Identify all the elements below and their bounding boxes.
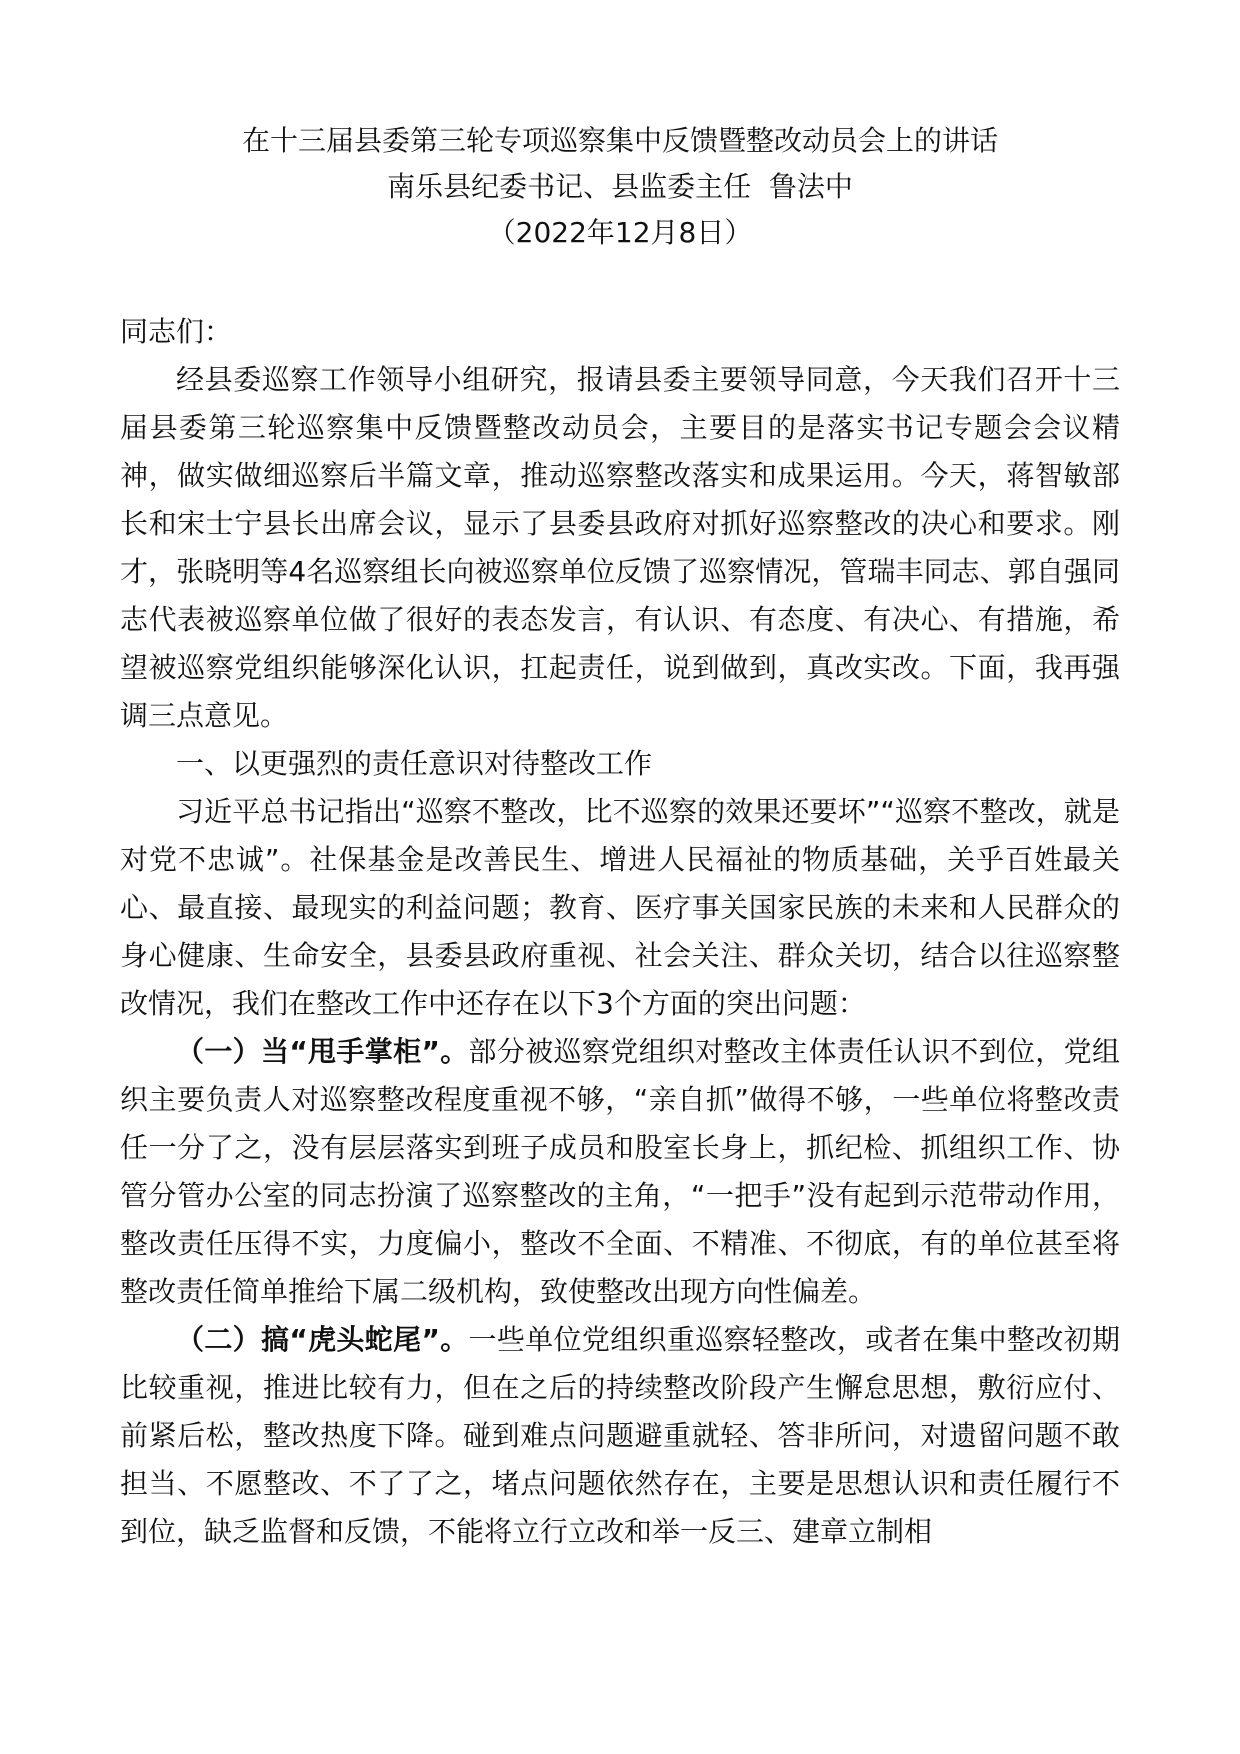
- salutation: 同志们：: [120, 315, 233, 348]
- item-2-heading: （二）搞“虎头蛇尾”。: [176, 1323, 469, 1356]
- speaker-line: 南乐县纪委书记、县监委主任 鲁法中: [387, 170, 853, 203]
- document-header: [120, 118, 1120, 256]
- document-title: 在十三届县委第三轮专项巡察集中反馈暨整改动员会上的讲话: [241, 124, 998, 157]
- section-heading-1: 一、以更强烈的责任意识对待整改工作: [176, 747, 653, 780]
- paragraph-item-1: [120, 1028, 1120, 1316]
- paragraph-item-2: [120, 1316, 1120, 1556]
- item-1-text: 部分被巡察党组织对整改主体责任认识不到位，党组织主要负责人对巡察整改程度重视不够，“亲自抓”做得不够，一些单位将整改责任一分了之，没有层层落实到班子成员和股室长身上，抓纪检、抓组织工作、协管分管办公室的同志扮演了巡察整改的主角，“一把手”没有起到示范带动作用，整改责任压得不实，力度偏小，整改不全面、不精准、不彻底，有的单位甚至将整改责任简单推给下属二级机构，致使整改出现方向性偏差。: [120, 1035, 1120, 1308]
- speech-date: （2022年12月8日）: [487, 216, 753, 249]
- document-page: [120, 118, 1120, 1556]
- item-1-heading: （一）当“甩手掌柜”。: [176, 1035, 469, 1068]
- paragraph-intro: 经县委巡察工作领导小组研究，报请县委主要领导同意，今天我们召开十三届县委第三轮巡察集中反馈暨整改动员会，主要目的是落实书记专题会会议精神，做实做细巡察后半篇文章，推动巡察整改落实和成果运用。今天，蒋智敏部长和宋士宁县长出席会议，显示了县委县政府对抓好巡察整改的决心和要求。刚才，张晓明等4名巡察组长向被巡察单位反馈了巡察情况，管瑞丰同志、郭自强同志代表被巡察单位做了很好的表态发言，有认识、有态度、有决心、有措施，希望被巡察党组织能够深化认识，扛起责任，说到做到，真改实改。下面，我再强调三点意见。: [120, 363, 1120, 732]
- paragraph-section1-intro: 习近平总书记指出“巡察不整改，比不巡察的效果还要坏”“巡察不整改，就是对党不忠诚”。社保基金是改善民生、增进人民福祉的物质基础，关乎百姓最关心、最直接、最现实的利益问题；教育、医疗事关国家民族的未来和人民群众的身心健康、生命安全，县委县政府重视、社会关注、群众关切，结合以往巡察整改情况，我们在整改工作中还存在以下3个方面的突出问题：: [120, 795, 1120, 1020]
- item-2-text: 一些单位党组织重巡察轻整改，或者在集中整改初期比较重视，推进比较有力，但在之后的持续整改阶段产生懈怠思想，敷衍应付、前紧后松，整改热度下降。碰到难点问题避重就轻、答非所问，对遗留问题不敢担当、不愿整改、不了了之，堵点问题依然存在，主要是思想认识和责任履行不到位，缺乏监督和反馈，不能将立行立改和举一反三、建章立制相: [120, 1323, 1120, 1548]
